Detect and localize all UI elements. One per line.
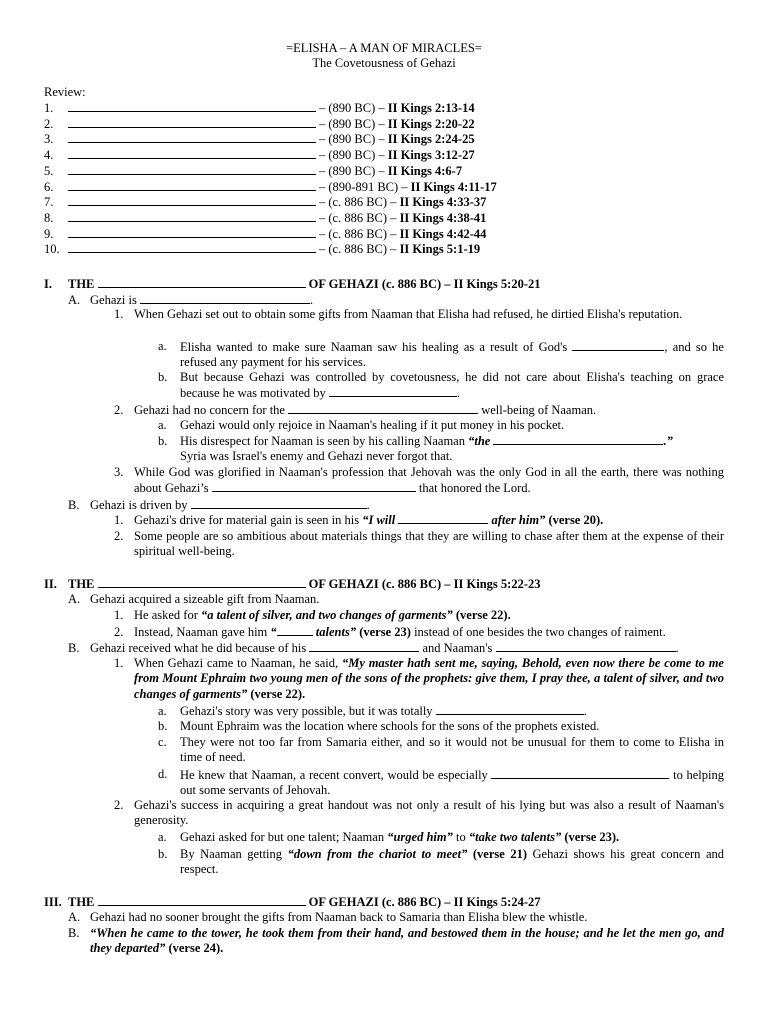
outline-item-I-A-2-b-cont: Syria was Israel's enemy and Gehazi never forgot that. (180, 449, 453, 463)
item-label: 2. (114, 798, 124, 812)
quote-text: “a talent of silver, and two changes of garments” (201, 608, 453, 622)
section-number: III. (44, 895, 62, 909)
verse-ref: (verse 20). (545, 513, 604, 527)
fill-blank[interactable] (68, 241, 316, 253)
section-3-heading (44, 894, 541, 910)
fill-blank[interactable] (68, 116, 316, 128)
item-text: He asked for (134, 608, 201, 622)
item-label: b. (158, 434, 168, 448)
review-item-number: 6. (44, 179, 54, 194)
outline-item-I-A-1-a (180, 339, 724, 371)
item-text: Mount Ephraim was the location where schools for the sons of the prophets existed. (180, 719, 600, 733)
outline-item-I-A (68, 292, 313, 308)
item-text: Elisha wanted to make sure Naaman saw his healing as a result of God's (180, 340, 573, 354)
verse-ref: (verse 23) (356, 625, 411, 639)
review-item (44, 241, 480, 257)
fill-blank[interactable] (68, 194, 316, 206)
fill-blank[interactable] (436, 703, 584, 715)
review-item-date: – (890 BC) – (319, 148, 388, 163)
item-label: 3. (114, 465, 124, 479)
outline-item-I-A-2 (114, 402, 596, 418)
outline-item-III-A (68, 910, 587, 925)
fill-blank[interactable] (309, 640, 419, 652)
item-text-end: . (309, 293, 314, 307)
item-label: b. (158, 719, 168, 733)
section-1-heading (44, 276, 541, 292)
item-text: Gehazi is (90, 293, 140, 307)
item-text: But because Gehazi was controlled by covetousness, he did not care about Elisha's teaching on grace because he was motivated by (180, 370, 724, 401)
fill-blank[interactable] (572, 339, 664, 351)
item-text-end: instead of one besides the two changes of raiment. (410, 625, 666, 639)
quote-text: “I will (362, 513, 399, 527)
review-item-number: 7. (44, 195, 54, 210)
item-label: a. (158, 830, 167, 844)
review-item (44, 210, 486, 226)
item-text: When Gehazi came to Naaman, he said, (134, 656, 342, 670)
review-item-date: – (890 BC) – (319, 101, 388, 115)
item-text-end: that honored the Lord. (415, 481, 531, 496)
review-item-date: – (890-891 BC) – (319, 179, 411, 194)
item-text: While God was glorified in Naaman's profession that Jehovah was the only God in all the earth, there was nothing about Gehazi’s (134, 465, 724, 496)
section-number: II. (44, 577, 57, 591)
fill-blank[interactable] (398, 512, 488, 524)
outline-item-II-B-1-d (180, 767, 724, 799)
heading-prefix: THE (68, 277, 98, 291)
outline-item-II-B-2-a (158, 830, 619, 845)
outline-item-II-B-2-b (180, 847, 724, 878)
review-item (44, 179, 497, 195)
review-item-number: 8. (44, 210, 54, 225)
outline-item-II-B-1-c: They were not too far from Samaria either, and so it would not be unusual for them to come to Elisha in time of need. (180, 735, 724, 765)
review-item-ref: II Kings 2:24-25 (387, 132, 475, 147)
fill-blank[interactable] (493, 433, 663, 445)
item-label: B. (68, 498, 80, 512)
verse-ref: (verse 23). (561, 830, 620, 844)
verse-ref: (verse 22). (247, 686, 306, 701)
item-text: His disrespect for Naaman is seen by his calling Naaman (180, 434, 469, 448)
item-text: Gehazi would only rejoice in Naaman's healing if it put money in his pocket. (180, 418, 565, 432)
item-label: 1. (114, 656, 124, 670)
outline-item-I-A-2-b (158, 433, 673, 449)
review-item-date: – (890 BC) – (319, 163, 388, 178)
review-item (44, 116, 475, 132)
item-text-end: . (456, 386, 461, 401)
review-item-ref: II Kings 4:6-7 (387, 163, 463, 178)
outline-item-II-B-1-a (158, 703, 587, 719)
fill-blank[interactable] (496, 640, 676, 652)
item-label: A. (68, 910, 81, 924)
heading-suffix: OF GEHAZI (c. 886 BC) – II Kings 5:24-27 (305, 895, 541, 909)
item-text: Gehazi asked for but one talent; Naaman (180, 830, 388, 844)
fill-blank[interactable] (329, 385, 457, 397)
item-text-mid: and Naaman's (419, 641, 496, 655)
outline-item-I-A-3 (134, 465, 724, 497)
quote-text: “ (270, 625, 277, 639)
review-item-date: – (890 BC) – (319, 116, 388, 131)
item-text-end: well-being of Naaman. (478, 403, 597, 417)
item-text-end: . (583, 704, 587, 718)
item-text: Gehazi's drive for material gain is seen in his (134, 513, 363, 527)
quote-text: “down from the chariot to meet” (287, 847, 468, 861)
quote-text: “urged him” (387, 830, 453, 844)
fill-blank[interactable] (68, 100, 316, 112)
review-item-ref: II Kings 4:42-44 (399, 226, 487, 241)
review-item-date: – (c. 886 BC) – (319, 242, 400, 257)
outline-item-I-B (68, 497, 370, 513)
review-item (44, 131, 475, 147)
outline-item-III-B (90, 926, 724, 957)
item-text: Gehazi had no concern for the (134, 403, 289, 417)
outline-item-II-B-2: Gehazi's success in acquiring a great handout was not only a result of his lying but was also a result of Naaman's generosity. (134, 798, 724, 828)
fill-blank[interactable] (491, 767, 669, 779)
review-item-date: – (c. 886 BC) – (319, 195, 400, 210)
fill-blank[interactable] (288, 402, 478, 414)
review-item-number: 5. (44, 163, 54, 178)
fill-blank[interactable] (68, 131, 316, 143)
section-2-heading (44, 576, 541, 592)
verse-ref: (verse 24). (165, 941, 224, 956)
item-label: b. (158, 370, 168, 384)
review-item (44, 194, 486, 210)
item-text: Gehazi acquired a sizeable gift from Naaman. (90, 592, 320, 606)
item-text: Gehazi received what he did because of his (90, 641, 310, 655)
item-text: Instead, Naaman gave him (134, 625, 271, 639)
item-text-end: . (675, 641, 679, 655)
fill-blank[interactable] (68, 179, 316, 191)
review-item-ref: II Kings 5:1-19 (399, 242, 481, 257)
item-label: 1. (114, 307, 124, 321)
fill-blank[interactable] (277, 624, 313, 636)
review-label: Review: (44, 85, 86, 99)
outline-item-II-A-1 (114, 608, 511, 623)
item-text: Gehazi is driven by (90, 498, 191, 512)
outline-item-II-A (68, 592, 319, 607)
outline-item-II-B (68, 640, 679, 656)
review-item-number: 10. (44, 242, 60, 257)
review-item-number: 9. (44, 226, 54, 241)
page-subtitle: The Covetousness of Gehazi (312, 56, 456, 70)
fill-blank[interactable] (68, 226, 316, 238)
review-item-ref: II Kings 3:12-27 (387, 148, 475, 163)
item-label: 2. (114, 625, 124, 639)
heading-prefix: THE (68, 895, 98, 909)
item-text: Gehazi had no sooner brought the gifts from Naaman back to Samaria than Elisha blew the whistle. (90, 910, 588, 924)
item-text: By Naaman getting (180, 847, 288, 861)
fill-blank[interactable] (212, 480, 416, 492)
fill-blank[interactable] (98, 276, 306, 288)
outline-item-I-B-1 (114, 512, 603, 528)
outline-item-II-B-1-b (158, 719, 599, 734)
item-label: B. (68, 926, 80, 940)
quote-text: talents” (312, 625, 357, 639)
outline-item-I-A-1-b (180, 370, 724, 402)
item-text: Gehazi's story was very possible, but it was totally (180, 704, 436, 718)
review-item (44, 163, 462, 179)
item-label: a. (158, 339, 167, 353)
fill-blank[interactable] (191, 497, 367, 509)
quote-text: “take two talents” (468, 830, 562, 844)
item-text-end: . (366, 498, 370, 512)
heading-suffix: OF GEHAZI (c. 886 BC) – II Kings 5:22-23 (305, 577, 541, 591)
quote-text: “When he came to the tower, he took them from their hand, and bestowed them in the house; and he let the men go, and they departed” (90, 926, 724, 956)
item-label: b. (158, 847, 168, 861)
review-item-number: 2. (44, 116, 54, 131)
outline-item-I-A-2-a (158, 418, 564, 433)
review-item-ref: II Kings 4:11-17 (410, 179, 497, 194)
item-label: a. (158, 418, 167, 432)
item-label: a. (158, 704, 167, 718)
heading-prefix: THE (68, 577, 98, 591)
item-text-end: , and so he refused any payment for his services. (180, 340, 724, 370)
item-label: 1. (114, 608, 124, 622)
section-number: I. (44, 277, 52, 291)
item-text-mid: to (452, 830, 469, 844)
review-item-ref: II Kings 2:20-22 (387, 116, 475, 131)
quote-end: .” (663, 434, 673, 448)
review-item-number: 1. (44, 101, 54, 115)
review-item-date: – (c. 886 BC) – (319, 226, 400, 241)
item-label: 2. (114, 403, 124, 417)
review-item-number: 4. (44, 148, 54, 163)
fill-blank[interactable] (68, 163, 316, 175)
item-text: He knew that Naaman, a recent convert, would be especially (180, 768, 492, 782)
page-title: =ELISHA – A MAN OF MIRACLES= (286, 41, 482, 55)
item-label: B. (68, 641, 80, 655)
outline-item-I-A-1: When Gehazi set out to obtain some gifts from Naaman that Elisha had refused, he dirtied Elisha's reputation. (134, 307, 683, 321)
fill-blank[interactable] (98, 576, 306, 588)
review-item (44, 226, 486, 242)
outline-item-II-B-1 (134, 656, 724, 702)
verse-ref: (verse 21) (467, 847, 527, 861)
fill-blank[interactable] (140, 292, 310, 304)
review-item-ref: II Kings 4:33-37 (399, 195, 487, 210)
item-text-end: to helping out some servants of Jehovah. (180, 768, 725, 798)
heading-suffix: OF GEHAZI (c. 886 BC) – II Kings 5:20-21 (305, 277, 541, 291)
quote-text: “My master hath sent me, saying, Behold, even now there be come to me from Mount Ephraim two young men of the sons of the prophets: give them, I pray thee, a talent of silver, and two changes of garments” (134, 656, 724, 701)
quote-text: “the (468, 434, 494, 448)
quote-text: after him” (488, 513, 546, 527)
item-label: A. (68, 592, 81, 606)
item-label: c. (158, 735, 167, 749)
fill-blank[interactable] (68, 147, 316, 159)
outline-item-I-B-2: Some people are so ambitious about materials things that they are willing to chase after them at the expense of their spiritual well-being. (134, 529, 724, 559)
item-label: A. (68, 293, 81, 307)
item-label: 2. (114, 529, 124, 543)
review-item (44, 147, 475, 163)
item-text-end: Gehazi shows his great concern and respect. (180, 847, 725, 877)
outline-item-II-A-2 (114, 624, 666, 640)
review-item-number: 3. (44, 132, 54, 147)
review-item-date: – (c. 886 BC) – (319, 210, 400, 225)
item-label: d. (158, 767, 168, 781)
review-item-date: – (890 BC) – (319, 132, 388, 147)
fill-blank[interactable] (68, 210, 316, 222)
review-item-ref: II Kings 2:13-14 (387, 101, 475, 115)
review-item-ref: II Kings 4:38-41 (399, 210, 487, 225)
verse-ref: (verse 22). (452, 608, 511, 622)
review-item (44, 100, 475, 116)
fill-blank[interactable] (98, 894, 306, 906)
item-label: 1. (114, 513, 124, 527)
